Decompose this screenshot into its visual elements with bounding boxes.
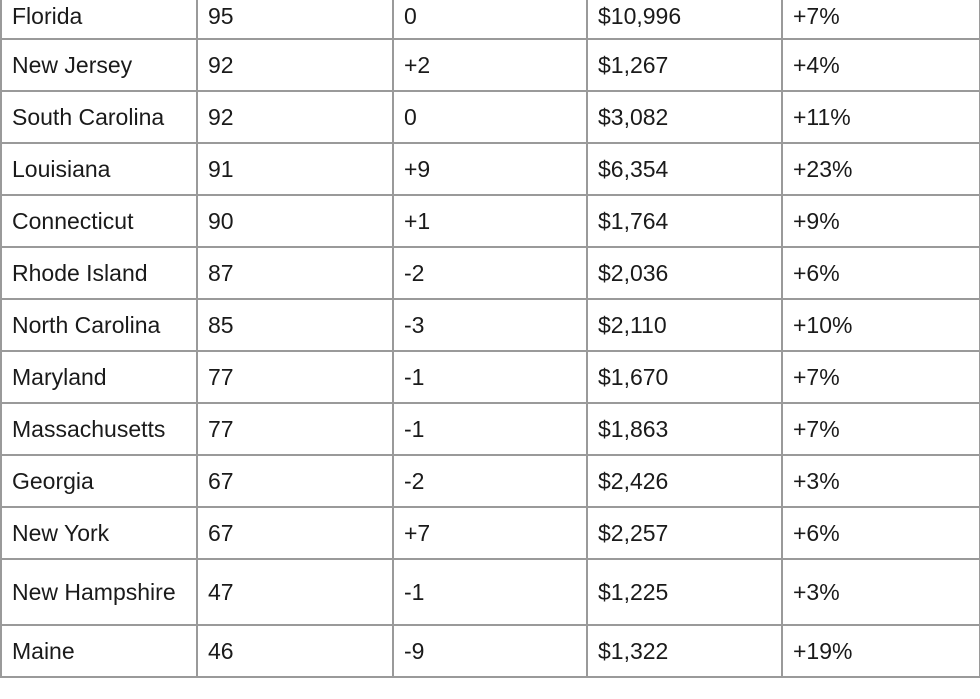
percent-cell: +4% xyxy=(782,39,980,91)
table-row xyxy=(1,39,980,91)
table-row xyxy=(1,299,980,351)
percent-cell: +7% xyxy=(782,351,980,403)
change-cell: -1 xyxy=(393,403,587,455)
state-cell: Maryland xyxy=(1,351,197,403)
state-cell: North Carolina xyxy=(1,299,197,351)
percent-cell: +6% xyxy=(782,507,980,559)
state-cell: New Jersey xyxy=(1,39,197,91)
change-cell: +7 xyxy=(393,507,587,559)
amount-cell: $1,267 xyxy=(587,39,782,91)
percent-cell: +23% xyxy=(782,143,980,195)
state-cell: Maine xyxy=(1,625,197,677)
value-cell: 47 xyxy=(197,559,393,625)
change-cell: 0 xyxy=(393,0,587,39)
amount-cell: $2,257 xyxy=(587,507,782,559)
table-row xyxy=(1,247,980,299)
table-row xyxy=(1,143,980,195)
change-cell: 0 xyxy=(393,91,587,143)
state-cell: New Hampshire xyxy=(1,559,197,625)
percent-cell: +3% xyxy=(782,455,980,507)
value-cell: 90 xyxy=(197,195,393,247)
percent-cell: +6% xyxy=(782,247,980,299)
value-cell: 87 xyxy=(197,247,393,299)
table-row xyxy=(1,455,980,507)
percent-cell: +10% xyxy=(782,299,980,351)
amount-cell: $2,110 xyxy=(587,299,782,351)
amount-cell: $2,426 xyxy=(587,455,782,507)
state-cell: Massachusetts xyxy=(1,403,197,455)
amount-cell: $1,670 xyxy=(587,351,782,403)
amount-cell: $1,764 xyxy=(587,195,782,247)
table-body xyxy=(1,0,980,677)
amount-cell: $2,036 xyxy=(587,247,782,299)
value-cell: 91 xyxy=(197,143,393,195)
amount-cell: $3,082 xyxy=(587,91,782,143)
state-cell: Rhode Island xyxy=(1,247,197,299)
change-cell: -3 xyxy=(393,299,587,351)
change-cell: -1 xyxy=(393,559,587,625)
change-cell: +1 xyxy=(393,195,587,247)
amount-cell: $1,225 xyxy=(587,559,782,625)
table-row xyxy=(1,625,980,677)
state-cell: South Carolina xyxy=(1,91,197,143)
state-cell: Connecticut xyxy=(1,195,197,247)
amount-cell: $6,354 xyxy=(587,143,782,195)
value-cell: 46 xyxy=(197,625,393,677)
value-cell: 92 xyxy=(197,39,393,91)
table-row xyxy=(1,195,980,247)
percent-cell: +11% xyxy=(782,91,980,143)
amount-cell: $1,322 xyxy=(587,625,782,677)
table-row xyxy=(1,559,980,625)
state-cell: Florida xyxy=(1,0,197,39)
state-cell: Georgia xyxy=(1,455,197,507)
change-cell: +2 xyxy=(393,39,587,91)
change-cell: -1 xyxy=(393,351,587,403)
table-row xyxy=(1,91,980,143)
state-cell: Louisiana xyxy=(1,143,197,195)
table-row xyxy=(1,0,980,39)
table-row xyxy=(1,351,980,403)
amount-cell: $10,996 xyxy=(587,0,782,39)
percent-cell: +7% xyxy=(782,403,980,455)
percent-cell: +19% xyxy=(782,625,980,677)
table-row xyxy=(1,507,980,559)
value-cell: 92 xyxy=(197,91,393,143)
value-cell: 67 xyxy=(197,455,393,507)
value-cell: 77 xyxy=(197,351,393,403)
change-cell: +9 xyxy=(393,143,587,195)
table-row xyxy=(1,403,980,455)
change-cell: -2 xyxy=(393,247,587,299)
percent-cell: +3% xyxy=(782,559,980,625)
amount-cell: $1,863 xyxy=(587,403,782,455)
value-cell: 95 xyxy=(197,0,393,39)
change-cell: -9 xyxy=(393,625,587,677)
percent-cell: +9% xyxy=(782,195,980,247)
state-cell: New York xyxy=(1,507,197,559)
value-cell: 85 xyxy=(197,299,393,351)
percent-cell: +7% xyxy=(782,0,980,39)
value-cell: 77 xyxy=(197,403,393,455)
change-cell: -2 xyxy=(393,455,587,507)
value-cell: 67 xyxy=(197,507,393,559)
